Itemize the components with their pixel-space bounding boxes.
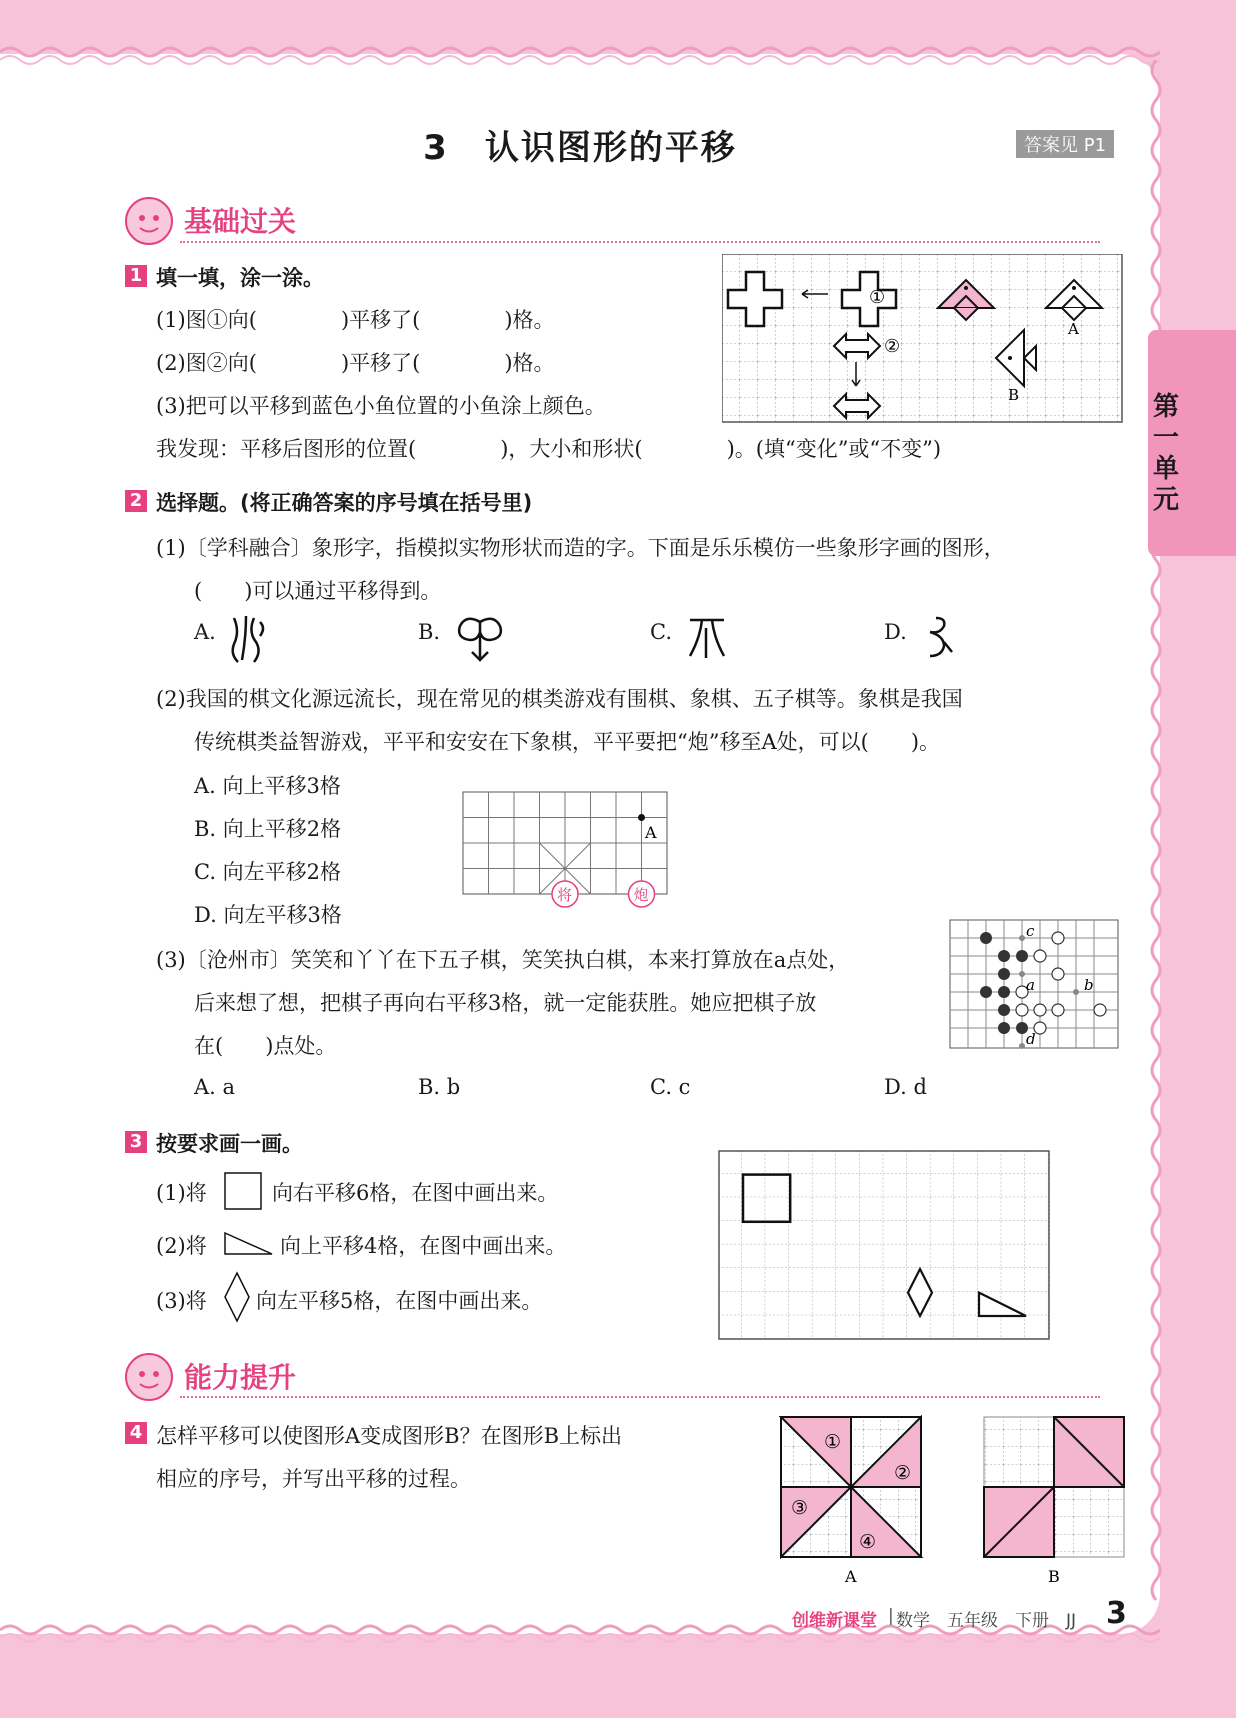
q4-label-two: ② [894,1462,912,1484]
section-title-advanced: 能力提升 [184,1361,297,1394]
q4-label-one: ① [824,1431,842,1453]
q2-p2-option-d: D. 向左平移3格 [194,903,342,927]
q1-label-b: B [1008,386,1020,404]
gomoku-label-a: a [1026,976,1035,994]
q2-p1-option-b: B. [418,620,441,644]
q1-label-one: ① [869,287,886,308]
page-number: 3 [1106,1596,1127,1631]
pictograph-b-icon [452,612,510,666]
q2-p3-option-b: B. b [418,1075,461,1099]
q2-p2-option-b: B. 向上平移2格 [194,817,342,841]
q1-label-two: ② [884,336,901,357]
q2-p2-line-2: 传统棋类益智游戏，平平和安安在下象棋，平平要把“炮”移至A处，可以( )。 [194,730,941,754]
q1-line-3: (3)把可以平移到蓝色小鱼位置的小鱼涂上颜色。 [156,394,606,418]
section-title-basic: 基础过关 [184,205,297,238]
q2-p2-option-a: A. 向上平移3格 [194,774,341,798]
q1-grid-figure [722,254,1124,424]
q2-p1-line-2: ( )可以通过平移得到。 [194,579,442,603]
section-divider-advanced [180,1396,1100,1398]
q3-drawing-grid[interactable] [718,1150,1052,1342]
q3-heading: 按要求画一画。 [156,1132,303,1156]
q2-p3-line-3: 在( )点处。 [194,1034,337,1058]
q2-p3-option-c: C. c [650,1075,691,1099]
q1-heading: 填一填，涂一涂。 [156,266,324,290]
footer-info: 数学 五年级 下册 JJ [896,1611,1077,1631]
q3-line-2-suffix: 向上平移4格，在图中画出来。 [280,1234,567,1258]
footer-brand: 创维新课堂 [792,1611,877,1631]
right-wave-border [1148,60,1168,1630]
q3-line-3-prefix: (3)将 [156,1289,207,1313]
q3-line-3-suffix: 向左平移5格，在图中画出来。 [256,1289,543,1313]
q2-p1-line-1: (1)〔学科融合〕象形字，指模拟实物形状而造的字。下面是乐乐模仿一些象形字画的图形， [156,536,1005,560]
q2-p1-option-c: C. [650,620,672,644]
q1-number: 1 [125,265,147,287]
q2-p3-option-a: A. a [194,1075,236,1099]
q4-figures [776,1412,1136,1588]
q2-p3-line-2: 后来想了想，把棋子再向右平移3格，就一定能获胜。她应把棋子放 [194,991,817,1015]
q2-p3-line-1: (3)〔沧州市〕笑笑和丫丫在下五子棋，笑笑执白棋，本来打算放在a点处， [156,948,850,972]
q2-p2-option-c: C. 向左平移2格 [194,860,342,884]
unit-side-text: 第一单元 [1153,392,1180,515]
q3-line-1-prefix: (1)将 [156,1181,207,1205]
mascot-icon [124,196,174,246]
q2-p1-option-d: D. [884,620,907,644]
top-wave-border [0,40,1160,70]
chess-board-figure [458,788,672,914]
triangle-shape-icon [222,1228,276,1258]
q4-label-b: B [1048,1567,1060,1586]
q1-line-2: (2)图②向( )平移了( )格。 [156,351,555,375]
chess-label-a: A [645,823,657,842]
q4-line-1: 怎样平移可以使图形A变成图形B？在图形B上标出 [156,1424,623,1448]
q1-line-4: 我发现：平移后图形的位置( )，大小和形状( )。(填“变化”或“不变”) [156,437,942,461]
square-shape-icon [222,1170,266,1212]
chess-piece-jiang: 将 [557,886,573,904]
gomoku-label-b: b [1084,976,1094,994]
section-divider-basic [180,241,1100,243]
page-title: 3 认识图形的平移 [423,128,737,168]
pictograph-c-icon [684,612,730,666]
q2-p1-option-a: A. [194,620,216,644]
pictograph-d-icon [918,612,958,666]
footer-divider: | [888,1606,894,1626]
pictograph-a-icon [226,612,268,666]
q4-label-four: ④ [859,1531,877,1553]
gomoku-board-figure [948,918,1122,1052]
chess-piece-pao: 炮 [633,886,649,904]
q1-label-a: A [1068,320,1079,338]
q4-line-2: 相应的序号，并写出平移的过程。 [156,1467,471,1491]
answer-reference: 答案见 P1 [1016,130,1114,158]
q3-line-1-suffix: 向右平移6格，在图中画出来。 [272,1181,559,1205]
gomoku-label-d: d [1026,1030,1036,1048]
mascot-monkey-icon [124,1352,174,1402]
q4-label-a: A [845,1567,857,1586]
q4-label-three: ③ [791,1497,809,1519]
gomoku-label-c: c [1026,922,1035,940]
rhombus-shape-icon [222,1270,252,1324]
q3-line-2-prefix: (2)将 [156,1234,207,1258]
q2-number: 2 [125,490,147,512]
q2-p2-line-1: (2)我国的棋文化源远流长，现在常见的棋类游戏有围棋、象棋、五子棋等。象棋是我国 [156,687,963,711]
q4-number: 4 [125,1422,147,1444]
q2-heading: 选择题。(将正确答案的序号填在括号里) [156,491,533,515]
q3-number: 3 [125,1131,147,1153]
q2-p3-option-d: D. d [884,1075,927,1099]
q1-line-1: (1)图①向( )平移了( )格。 [156,308,555,332]
